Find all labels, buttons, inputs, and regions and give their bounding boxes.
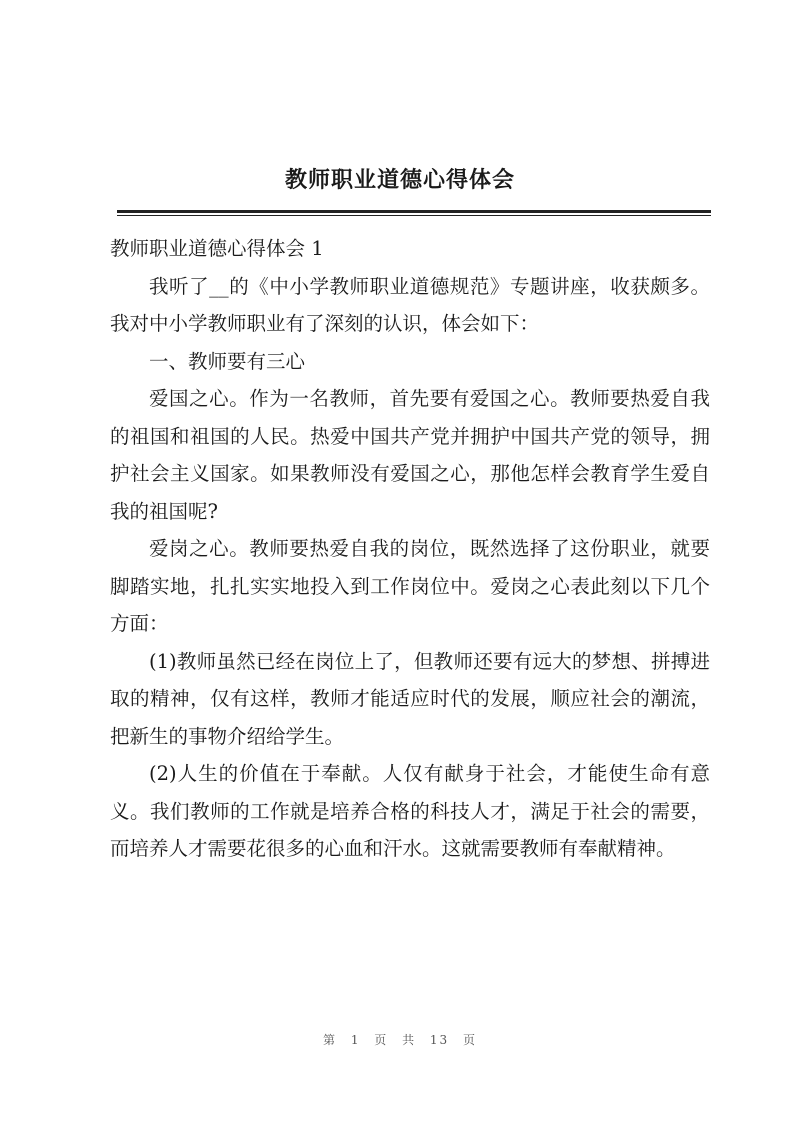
document-title: 教师职业道德心得体会 [284,168,515,193]
paragraph: 一、教师要有三心 [149,349,306,373]
paragraph: 我听了__的《中小学教师职业道德规范》专题讲座，收获颇多。我对中小学教师职业有了深刻的认识，体会如下： [110,274,710,335]
title-rule-thick [117,210,711,213]
document-body [110,230,710,868]
paragraph: (1)教师虽然已经在岗位上了，但教师还要有远大的梦想、拼搏进取的精神，仅有这样，教师才能适应时代的发展，顺应社会的潮流，把新生的事物介绍给学生。 [110,649,710,748]
title-rule-thin [117,215,711,216]
paragraph: (2)人生的价值在于奉献。人仅有献身于社会，才能使生命有意义。我们教师的工作就是培养合格的科技人才，满足于社会的需要，而培养人才需要花很多的心血和汗水。这就需要教师有奉献精神。 [110,762,710,860]
page-footer: 第 1 页 共 13 页 [323,1033,477,1047]
section-heading: 教师职业道德心得体会 1 [110,237,324,260]
paragraph: 爱岗之心。教师要热爱自我的岗位，既然选择了这份职业，就要脚踏实地，扎扎实实地投入到工作岗位中。爱岗之心表此刻以下几个方面： [110,537,710,635]
paragraph: 爱国之心。作为一名教师，首先要有爱国之心。教师要热爱自我的祖国和祖国的人民。热爱中国共产党并拥护中国共产党的领导，拥护社会主义国家。如果教师没有爱国之心，那他怎样会教育学生爱自我的祖国呢? [110,387,710,523]
